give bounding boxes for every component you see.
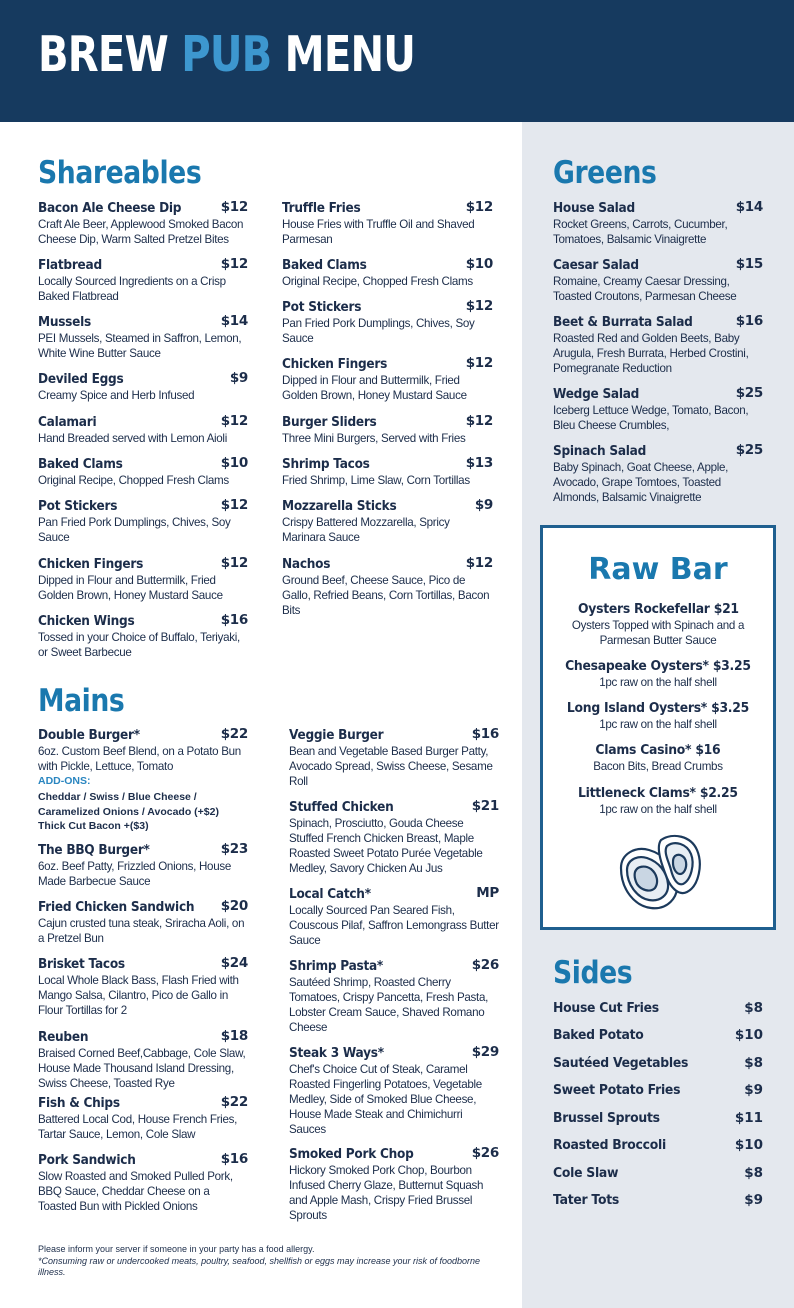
addons-line: Thick Cut Bacon +($3) [38,820,149,832]
side-name: Baked Potato [553,1027,644,1043]
raw-item-desc: 1pc raw on the half shell [599,676,717,689]
item-price: $24 [220,955,248,971]
menu-item [282,256,493,289]
item-desc: Locally Sourced Ingredients on a Crisp Baked Flatbread [38,275,226,303]
item-desc: Ground Beef, Cheese Sauce, Pico de Gallo, Refried Beans, Corn Tortillas, Bacon Bits [282,574,490,617]
raw-item-name: Long Island Oysters* $3.25 [566,700,750,716]
item-name: Pork Sandwich [38,1152,136,1168]
item-name: Chicken Fingers [282,356,388,372]
item-price: $9 [474,497,493,513]
item-desc: Original Recipe, Chopped Fresh Clams [38,474,229,487]
item-name: Local Catch* [289,886,371,902]
item-price: $13 [465,455,493,471]
item-desc: Cajun crusted tuna steak, Sriracha Aoli, on a Pretzel Bun [38,917,245,945]
menu-item [38,841,248,889]
side-name: Sweet Potato Fries [553,1082,681,1098]
item-price: $29 [471,1044,499,1060]
item-desc: Dipped in Flour and Buttermilk, Fried Golden Brown, Honey Mustard Sauce [282,374,467,402]
item-name: Brisket Tacos [38,956,125,972]
side-price: $9 [744,1192,763,1208]
side-price: $8 [744,1000,763,1016]
item-name: Shrimp Pasta* [289,958,384,974]
item-name: Fish & Chips [38,1095,120,1111]
item-price: $16 [471,726,499,742]
raw-item-desc: Bacon Bits, Bread Crumbs [593,760,723,773]
consumption-warning: *Consuming raw or undercooked meats, poultry, seafood, shellfish or eggs may increase your risk of foodborne illness. [38,1255,481,1277]
raw-item-name: Clams Casino* $16 [595,742,721,758]
menu-title [38,26,416,83]
item-price: $12 [220,199,248,215]
item-price: $21 [471,798,499,814]
item-name: Pot Stickers [38,498,118,514]
item-name: Shrimp Tacos [282,456,370,472]
title-accent: PUB [181,26,272,83]
menu-item [282,497,493,545]
menu-item [282,199,493,247]
item-name: Veggie Burger [289,727,384,743]
side-price: $9 [744,1082,763,1098]
item-price: $25 [735,442,763,458]
menu-item [289,798,499,876]
item-desc: Dipped in Flour and Buttermilk, Fried Golden Brown, Honey Mustard Sauce [38,574,223,602]
item-name: Flatbread [38,257,102,273]
item-desc: Braised Corned Beef,Cabbage, Cole Slaw, House Made Thousand Island Dressing, Swiss Cheese, Toasted Rye [38,1047,246,1090]
item-desc: Iceberg Lettuce Wedge, Tomato, Bacon, Bleu Cheese Crumbles, [553,404,749,432]
item-price: $12 [220,555,248,571]
item-desc: Bean and Vegetable Based Burger Patty, Avocado Spread, Swiss Cheese, Sesame Roll [289,745,493,788]
side-item [553,1025,763,1045]
item-price: $16 [220,612,248,628]
menu-item [38,199,248,247]
item-desc: House Fries with Truffle Oil and Shaved Parmesan [282,218,475,246]
item-price: $25 [735,385,763,401]
shareables-heading: Shareables [38,155,202,191]
footer-notice [38,1244,498,1279]
item-name: Baked Clams [282,257,367,273]
menu-item [38,1028,248,1091]
item-name: Baked Clams [38,456,123,472]
item-name: Wedge Salad [553,386,640,402]
side-price: $8 [744,1055,763,1071]
item-price: $12 [220,256,248,272]
raw-bar-box [540,525,776,930]
item-price: $26 [471,1145,499,1161]
item-price: $12 [465,298,493,314]
item-name: Deviled Eggs [38,371,124,387]
item-name: Caesar Salad [553,257,639,273]
item-price: $20 [220,898,248,914]
item-desc: Battered Local Cod, House French Fries, Tartar Sauce, Lemon, Cole Slaw [38,1113,238,1141]
item-name: Burger Sliders [282,414,377,430]
item-price: $12 [465,355,493,371]
item-name: Fried Chicken Sandwich [38,899,195,915]
item-name: Double Burger* [38,727,140,743]
menu-item [38,955,248,1018]
item-name: Pot Stickers [282,299,362,315]
item-name: Chicken Fingers [38,556,144,572]
raw-item-name: Littleneck Clams* $2.25 [578,785,738,801]
menu-item [553,199,763,247]
menu-item [553,313,763,376]
item-desc: PEI Mussels, Steamed in Saffron, Lemon, White Wine Butter Sauce [38,332,242,360]
side-price: $10 [734,1137,763,1153]
item-desc: Three Mini Burgers, Served with Fries [282,432,466,445]
side-item [553,1135,763,1155]
item-name: Mozzarella Sticks [282,498,397,514]
item-name: Bacon Ale Cheese Dip [38,200,182,216]
raw-bar-item [543,657,773,690]
item-price: $22 [220,726,248,742]
item-desc: Baby Spinach, Goat Cheese, Apple, Avocado, Grape Tomtoes, Toasted Almonds, Balsamic Vinaigrette [553,461,729,504]
side-name: Brussel Sprouts [553,1110,660,1126]
menu-item [38,455,248,488]
item-name: Beet & Burrata Salad [553,314,693,330]
menu-item [553,442,763,505]
item-desc: Pan Fried Pork Dumplings, Chives, Soy Sauce [282,317,475,345]
item-price: MP [476,885,499,901]
item-name: Nachos [282,556,331,572]
greens-heading: Greens [553,155,657,191]
item-price: $18 [220,1028,248,1044]
item-name: The BBQ Burger* [38,842,150,858]
side-item [553,1108,763,1128]
side-name: Cole Slaw [553,1165,619,1181]
menu-item [289,1044,499,1137]
item-price: $12 [220,497,248,513]
menu-item [38,497,248,545]
menu-item [38,313,248,361]
item-name: Chicken Wings [38,613,135,629]
item-desc: 6oz. Custom Beef Blend, on a Potato Bun with Pickle, Lettuce, Tomato [38,745,241,773]
item-name: House Salad [553,200,635,216]
item-price: $16 [735,313,763,329]
item-price: $12 [465,199,493,215]
item-price: $10 [465,256,493,272]
raw-item-name: Chesapeake Oysters* $3.25 [565,658,751,674]
menu-item [38,726,248,834]
menu-item [38,1094,248,1142]
item-desc: Locally Sourced Pan Seared Fish, Couscous Pilaf, Saffron Lemongrass Butter Sauce [289,904,499,947]
addons-line: Caramelized Onions / Avocado (+$2) [38,805,219,818]
item-desc: Romaine, Creamy Caesar Dressing, Toasted Croutons, Parmesan Cheese [553,275,737,303]
item-name: Reuben [38,1029,89,1045]
item-desc: Hickory Smoked Pork Chop, Bourbon Infused Cherry Glaze, Butternut Squash and Apple Mash, Crispy Fried Brussel Sprouts [289,1164,484,1222]
item-price: $15 [735,256,763,272]
item-name: Calamari [38,414,97,430]
side-item [553,1163,763,1183]
menu-item [282,413,493,446]
item-desc: Tossed in your Choice of Buffalo, Teriyaki, or Sweet Barbecue [38,631,240,659]
raw-item-desc: 1pc raw on the half shell [599,803,717,816]
item-desc: Rocket Greens, Carrots, Cucumber, Tomatoes, Balsamic Vinaigrette [553,218,728,246]
side-price: $8 [744,1165,763,1181]
side-price: $11 [734,1110,763,1126]
raw-item-name: Oysters Rockefellar $21 [577,601,739,617]
item-name: Truffle Fries [282,200,361,216]
title-part-3: MENU [271,26,416,83]
item-desc: Creamy Spice and Herb Infused [38,389,195,402]
mains-heading: Mains [38,683,125,719]
side-name: House Cut Fries [553,1000,659,1016]
side-item [553,1190,763,1210]
header-banner [0,0,794,122]
side-name: Tater Tots [553,1192,619,1208]
menu-item [289,957,499,1035]
item-desc: Local Whole Black Bass, Flash Fried with Mango Salsa, Cilantro, Pico de Gallo in Flour Tortillas for 2 [38,974,239,1017]
item-desc: Roasted Red and Golden Beets, Baby Arugula, Fresh Burrata, Herbed Crostini, Pomegranate Reduction [553,332,749,375]
menu-item [282,555,493,618]
item-desc: Craft Ale Beer, Applewood Smoked Bacon Cheese Dip, Warm Salted Pretzel Bites [38,218,244,246]
item-desc: Sautéed Shrimp, Roasted Cherry Tomatoes, Crispy Pancetta, Fresh Pasta, Lobster Cream Sauce, Shaved Romano Cheese [289,976,489,1034]
menu-item [553,385,763,433]
item-price: $14 [220,313,248,329]
menu-item [38,1151,248,1214]
item-price: $9 [229,370,248,386]
item-desc: 6oz. Beef Patty, Frizzled Onions, House Made Barbecue Sauce [38,860,232,888]
item-desc: Fried Shrimp, Lime Slaw, Corn Tortillas [282,474,470,487]
item-desc: Hand Breaded served with Lemon Aioli [38,432,227,445]
menu-item [289,726,499,789]
raw-bar-item [543,699,773,732]
raw-bar-item [543,741,773,774]
item-desc: Pan Fried Pork Dumplings, Chives, Soy Sauce [38,516,231,544]
menu-item [282,298,493,346]
side-name: Sautéed Vegetables [553,1055,689,1071]
item-desc: Slow Roasted and Smoked Pulled Pork, BBQ Sauce, Cheddar Cheese on a Toasted Bun with Pickled Onions [38,1170,233,1213]
item-desc: Crispy Battered Mozzarella, Spricy Marinara Sauce [282,516,450,544]
item-name: Spinach Salad [553,443,647,459]
menu-item [38,256,248,304]
menu-item [38,555,248,603]
side-item [553,1053,763,1073]
menu-item [289,885,499,948]
menu-item [38,898,248,946]
side-item [553,998,763,1018]
item-price: $23 [220,841,248,857]
menu-item [289,1145,499,1223]
addons-line: Cheddar / Swiss / Blue Cheese / [38,791,197,803]
menu-item [38,370,248,403]
raw-item-desc: Oysters Topped with Spinach and a Parmesan Butter Sauce [571,619,745,647]
item-name: Steak 3 Ways* [289,1045,384,1061]
item-desc: Original Recipe, Chopped Fresh Clams [282,275,473,288]
item-price: $12 [465,413,493,429]
item-price: $12 [220,413,248,429]
side-item [553,1080,763,1100]
sides-heading: Sides [553,955,633,991]
title-part-1: BREW [38,26,182,83]
raw-item-desc: 1pc raw on the half shell [599,718,717,731]
side-price: $10 [734,1027,763,1043]
raw-bar-item [543,600,773,648]
menu-item [38,413,248,446]
item-price: $26 [471,957,499,973]
menu-item [282,355,493,403]
item-price: $12 [465,555,493,571]
menu-item [38,612,248,660]
allergy-notice: Please inform your server if someone in your party has a food allergy. [38,1244,315,1254]
item-desc: Chef's Choice Cut of Steak, Caramel Roasted Fingerling Potatoes, Vegetable Medley, Side of Smoked Blue Cheese, House Made Steak and Chimichurri Sauces [289,1063,482,1136]
addons-label: ADD-ONS: [38,775,91,787]
side-name: Roasted Broccoli [553,1137,666,1153]
item-name: Mussels [38,314,91,330]
item-price: $22 [220,1094,248,1110]
oyster-illustration-icon [615,828,705,918]
menu-item [282,455,493,488]
raw-bar-heading: Raw Bar [588,552,728,587]
item-price: $10 [220,455,248,471]
raw-bar-item [543,784,773,817]
menu-item [553,256,763,304]
item-price: $16 [220,1151,248,1167]
item-name: Stuffed Chicken [289,799,394,815]
item-price: $14 [735,199,763,215]
item-name: Smoked Pork Chop [289,1146,414,1162]
item-desc: Spinach, Prosciutto, Gouda Cheese Stuffed French Chicken Breast, Maple Roasted Sweet Potato Purée Vegetable Medley, Savory Chicken Au Jus [289,817,483,875]
